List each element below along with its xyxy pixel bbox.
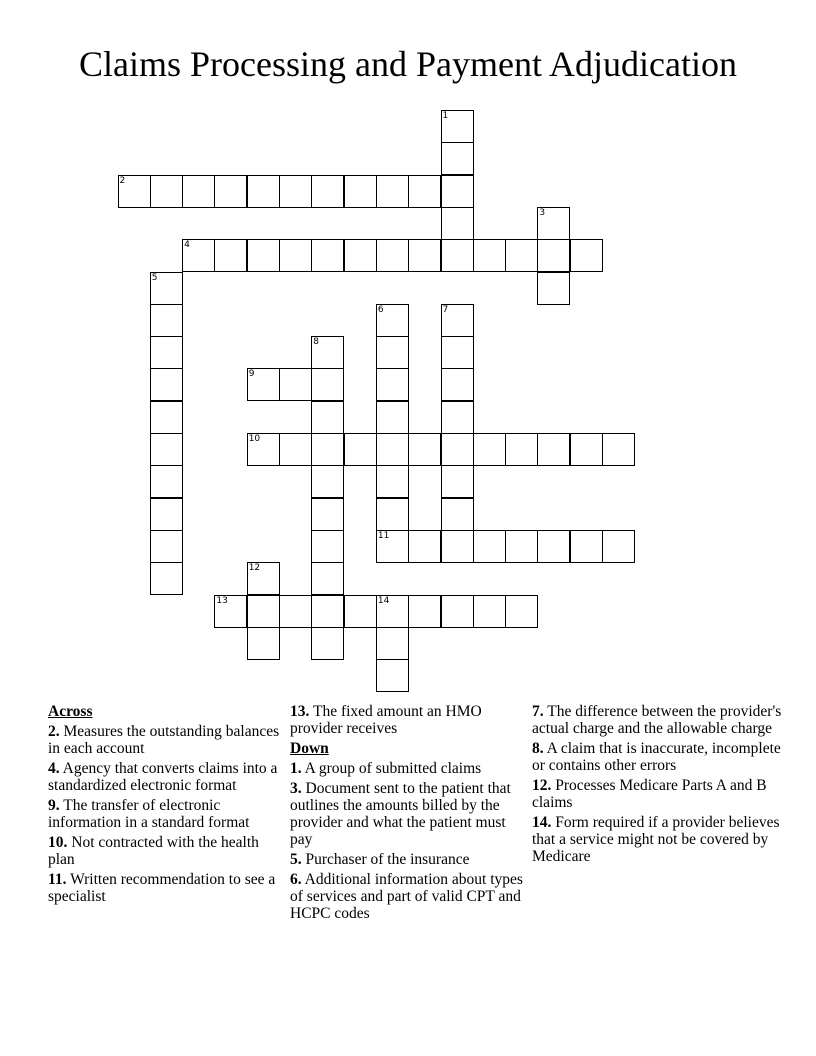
grid-cell[interactable] [311,433,344,466]
grid-cell[interactable] [376,659,409,692]
grid-cell[interactable] [279,368,312,401]
grid-cell[interactable] [311,336,344,369]
grid-cell[interactable] [150,336,183,369]
clue-across-9: 9. The transfer of electronic information in a standard format [48,797,250,831]
grid-cell[interactable] [247,562,280,595]
grid-cell[interactable] [473,239,506,272]
cell-number: 1 [442,111,449,121]
grid-cell[interactable] [537,530,570,563]
grid-cell[interactable] [150,498,183,531]
grid-cell[interactable] [344,595,377,628]
grid-cell[interactable] [311,498,344,531]
grid-cell[interactable] [441,110,474,143]
grid-cell[interactable] [247,368,280,401]
grid-cell[interactable] [505,530,538,563]
grid-cell[interactable] [376,239,409,272]
grid-cell[interactable] [441,530,474,563]
grid-cell[interactable] [279,175,312,208]
grid-cell[interactable] [247,627,280,660]
grid-cell[interactable] [473,530,506,563]
grid-cell[interactable] [311,595,344,628]
grid-cell[interactable] [537,207,570,240]
clue-across-13: 13. The fixed amount an HMO provider receives [290,703,482,737]
clue-across-4: 4. Agency that converts claims into a standardized electronic format [48,760,278,794]
grid-cell[interactable] [311,530,344,563]
grid-cell[interactable] [441,368,474,401]
grid-cell[interactable] [473,595,506,628]
grid-cell[interactable] [376,627,409,660]
grid-cell[interactable] [150,272,183,305]
across-heading: Across [48,703,93,720]
grid-cell[interactable] [344,239,377,272]
grid-cell[interactable] [150,175,183,208]
grid-cell[interactable] [408,175,441,208]
clue-down-3: 3. Document sent to the patient that outlines the amounts billed by the provider and what the patient must pay [290,780,511,848]
cell-number: 4 [184,240,190,251]
grid-cell[interactable] [473,433,506,466]
grid-cell[interactable] [311,562,344,595]
cell-number: 13 [216,595,228,606]
page-title: Claims Processing and Payment Adjudication [79,44,737,84]
grid-cell[interactable] [408,530,441,563]
down-heading: Down [290,740,329,757]
clues-column-3 [532,703,792,868]
grid-cell[interactable] [247,175,280,208]
clue-across-11: 11. Written recommendation to see a specialist [48,871,276,905]
grid-cell[interactable] [570,530,603,563]
grid-cell[interactable] [376,595,409,628]
grid-cell[interactable] [537,272,570,305]
cell-number: 2 [119,175,126,186]
grid-cell[interactable] [441,595,474,628]
grid-cell[interactable] [570,239,603,272]
grid-cell[interactable] [311,175,344,208]
grid-cell[interactable] [537,239,570,272]
grid-cell[interactable] [182,175,215,208]
cell-number: 5 [151,272,158,283]
cell-number: 9 [248,369,255,380]
grid-cell[interactable] [570,433,603,466]
grid-cell[interactable] [118,175,151,208]
grid-cell[interactable] [344,175,377,208]
grid-cell[interactable] [182,239,215,272]
grid-cell[interactable] [376,368,409,401]
grid-cell[interactable] [376,304,409,337]
grid-cell[interactable] [376,465,409,498]
cell-number: 12 [248,563,261,574]
cell-number: 7 [442,304,449,315]
grid-cell[interactable] [214,239,247,272]
grid-cell[interactable] [537,433,570,466]
grid-cell[interactable] [150,368,183,401]
grid-cell[interactable] [441,142,474,175]
clue-down-12: 12. Processes Medicare Parts A and B claims [532,777,767,811]
clue-down-14: 14. Form required if a provider believes that a service might not be covered by Medicare [532,814,780,865]
grid-cell[interactable] [214,175,247,208]
cell-number: 14 [377,595,390,606]
grid-cell[interactable] [247,239,280,272]
grid-cell[interactable] [376,401,409,434]
grid-cell[interactable] [344,433,377,466]
grid-cell[interactable] [376,336,409,369]
grid-cell[interactable] [441,465,474,498]
grid-cell[interactable] [150,562,183,595]
grid-cell[interactable] [441,239,474,272]
clues-column-2 [290,703,528,925]
clue-down-1: 1. A group of submitted claims [290,760,482,777]
grid-cell[interactable] [311,627,344,660]
grid-cell[interactable] [602,433,635,466]
grid-cell[interactable] [505,239,538,272]
grid-cell[interactable] [311,401,344,434]
grid-cell[interactable] [602,530,635,563]
grid-cell[interactable] [376,433,409,466]
grid-cell[interactable] [376,498,409,531]
cell-number: 8 [313,337,320,348]
grid-cell[interactable] [376,530,409,563]
grid-cell[interactable] [150,401,183,434]
grid-cell[interactable] [408,433,441,466]
clue-down-7: 7. The difference between the provider's actual charge and the allowable charge [532,703,782,737]
grid-cell[interactable] [247,433,280,466]
grid-cell[interactable] [311,465,344,498]
grid-cell[interactable] [150,530,183,563]
grid-cell[interactable] [279,433,312,466]
grid-cell[interactable] [441,498,474,531]
grid-cell[interactable] [441,433,474,466]
cell-number: 11 [377,530,390,541]
grid-cell[interactable] [150,433,183,466]
cell-number: 6 [377,304,384,315]
grid-cell[interactable] [150,465,183,498]
grid-cell[interactable] [441,401,474,434]
grid-cell[interactable] [150,304,183,337]
clues-column-1 [48,703,286,908]
grid-cell[interactable] [311,368,344,401]
grid-cell[interactable] [441,336,474,369]
grid-cell[interactable] [408,239,441,272]
grid-cell[interactable] [279,595,312,628]
grid-cell[interactable] [408,595,441,628]
grid-cell[interactable] [214,595,247,628]
clue-across-2: 2. Measures the outstanding balances in each account [48,723,280,757]
cell-number: 3 [539,207,546,218]
grid-cell[interactable] [279,239,312,272]
clue-down-8: 8. A claim that is inaccurate, incomplete or contains other errors [532,740,781,774]
grid-cell[interactable] [441,304,474,337]
grid-cell[interactable] [311,239,344,272]
grid-cell[interactable] [441,175,474,208]
clue-down-5: 5. Purchaser of the insurance [290,851,470,868]
clue-down-6: 6. Additional information about types of services and part of valid CPT and HCPC codes [290,871,523,922]
grid-cell[interactable] [247,595,280,628]
grid-cell[interactable] [505,595,538,628]
grid-cell[interactable] [441,207,474,240]
clue-across-10: 10. Not contracted with the health plan [48,834,259,868]
grid-cell[interactable] [505,433,538,466]
cell-number: 10 [248,434,261,444]
grid-cell[interactable] [376,175,409,208]
